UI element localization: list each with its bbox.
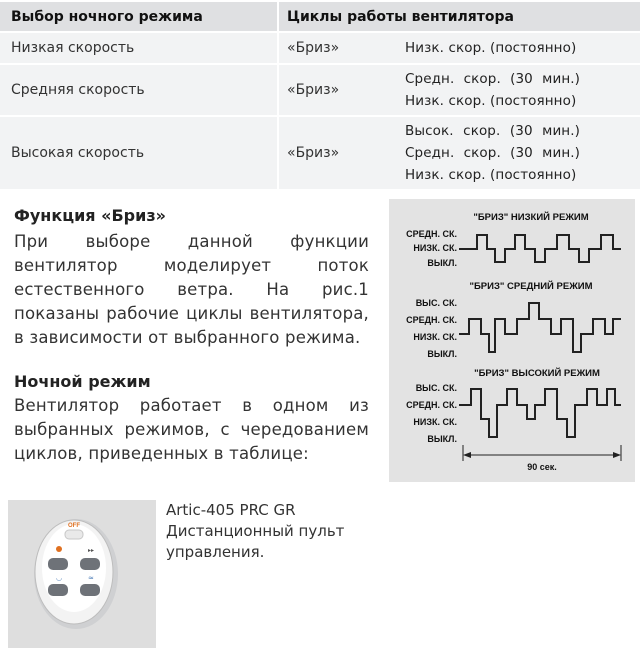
remote-control-photo bbox=[8, 500, 156, 648]
row-cycle: Низк. скор. (постоянно) bbox=[405, 40, 577, 56]
row-cycle: Средн. скор. (30 мин.) Низк. скор. (постоянно) bbox=[405, 71, 580, 109]
breeze-cycles-diagram bbox=[389, 199, 635, 482]
level-label: НИЗК. СК. bbox=[413, 417, 457, 427]
header-cycles: Циклы работы вентилятора bbox=[287, 8, 514, 25]
svg-text:▸▸: ▸▸ bbox=[88, 548, 95, 554]
night-mode-title: Ночной режим bbox=[14, 372, 151, 391]
cycle-waveform bbox=[459, 235, 621, 262]
panel-title: "БРИЗ" СРЕДНИЙ РЕЖИМ bbox=[469, 281, 593, 292]
level-label: ВЫКЛ. bbox=[427, 434, 457, 444]
off-button-label: OFF bbox=[68, 523, 80, 529]
level-label: СРЕДН. СК. bbox=[406, 229, 457, 239]
row-breeze: «Бриз» bbox=[287, 40, 340, 56]
remote-caption bbox=[166, 500, 344, 563]
panel-title: "БРИЗ" НИЗКИЙ РЕЖИМ bbox=[473, 212, 589, 223]
breeze-title: Функция «Бриз» bbox=[14, 206, 166, 225]
level-label: НИЗК. СК. bbox=[413, 332, 457, 342]
cycle-waveform bbox=[459, 389, 621, 437]
level-label: СРЕДН. СК. bbox=[406, 315, 457, 325]
level-label: ВЫС. СК. bbox=[415, 383, 457, 393]
night-mode-text: Вентилятор работает в одном из выбранных режимов, с чередованием циклов, приведенных в таблице: bbox=[14, 396, 369, 463]
svg-text:◡: ◡ bbox=[56, 574, 63, 582]
remote-caption-line: Дистанционный пульт bbox=[166, 522, 345, 540]
level-label: НИЗК. СК. bbox=[413, 243, 457, 253]
row-breeze: «Бриз» bbox=[287, 145, 340, 161]
level-label: ВЫКЛ. bbox=[427, 349, 457, 359]
night-mode-table bbox=[0, 2, 640, 189]
level-label: ВЫКЛ. bbox=[427, 258, 457, 268]
table-header bbox=[0, 2, 640, 31]
row-cycle: Высок. скор. (30 мин.) Средн. скор. (30 мин.) Низк. скор. (постоянно) bbox=[405, 123, 580, 183]
level-label: СРЕДН. СК. bbox=[406, 400, 457, 410]
remote-model: Artic-405 PRC GR bbox=[166, 501, 296, 519]
duration-label: 90 сек. bbox=[527, 462, 557, 472]
breeze-text: При выборе данной функции вентилятор моделирует поток естественного ветра. На рис.1 показаны рабочие циклы вентилятора, в зависимости от выбранного режима. bbox=[14, 232, 369, 347]
panel-title: "БРИЗ" ВЫСОКИЙ РЕЖИМ bbox=[474, 368, 600, 379]
remote-caption-line: управления. bbox=[166, 543, 265, 561]
row-breeze: «Бриз» bbox=[287, 82, 340, 98]
level-label: ВЫС. СК. bbox=[415, 298, 457, 308]
svg-text:≈: ≈ bbox=[88, 574, 94, 582]
row-mode: Средняя скорость bbox=[11, 82, 145, 98]
cycle-waveform bbox=[459, 303, 621, 352]
table-row bbox=[0, 117, 640, 189]
header-mode: Выбор ночного режима bbox=[11, 8, 203, 25]
table-row bbox=[0, 65, 640, 115]
row-mode: Низкая скорость bbox=[11, 40, 135, 56]
row-mode: Высокая скорость bbox=[11, 145, 145, 161]
table-row bbox=[0, 33, 640, 63]
